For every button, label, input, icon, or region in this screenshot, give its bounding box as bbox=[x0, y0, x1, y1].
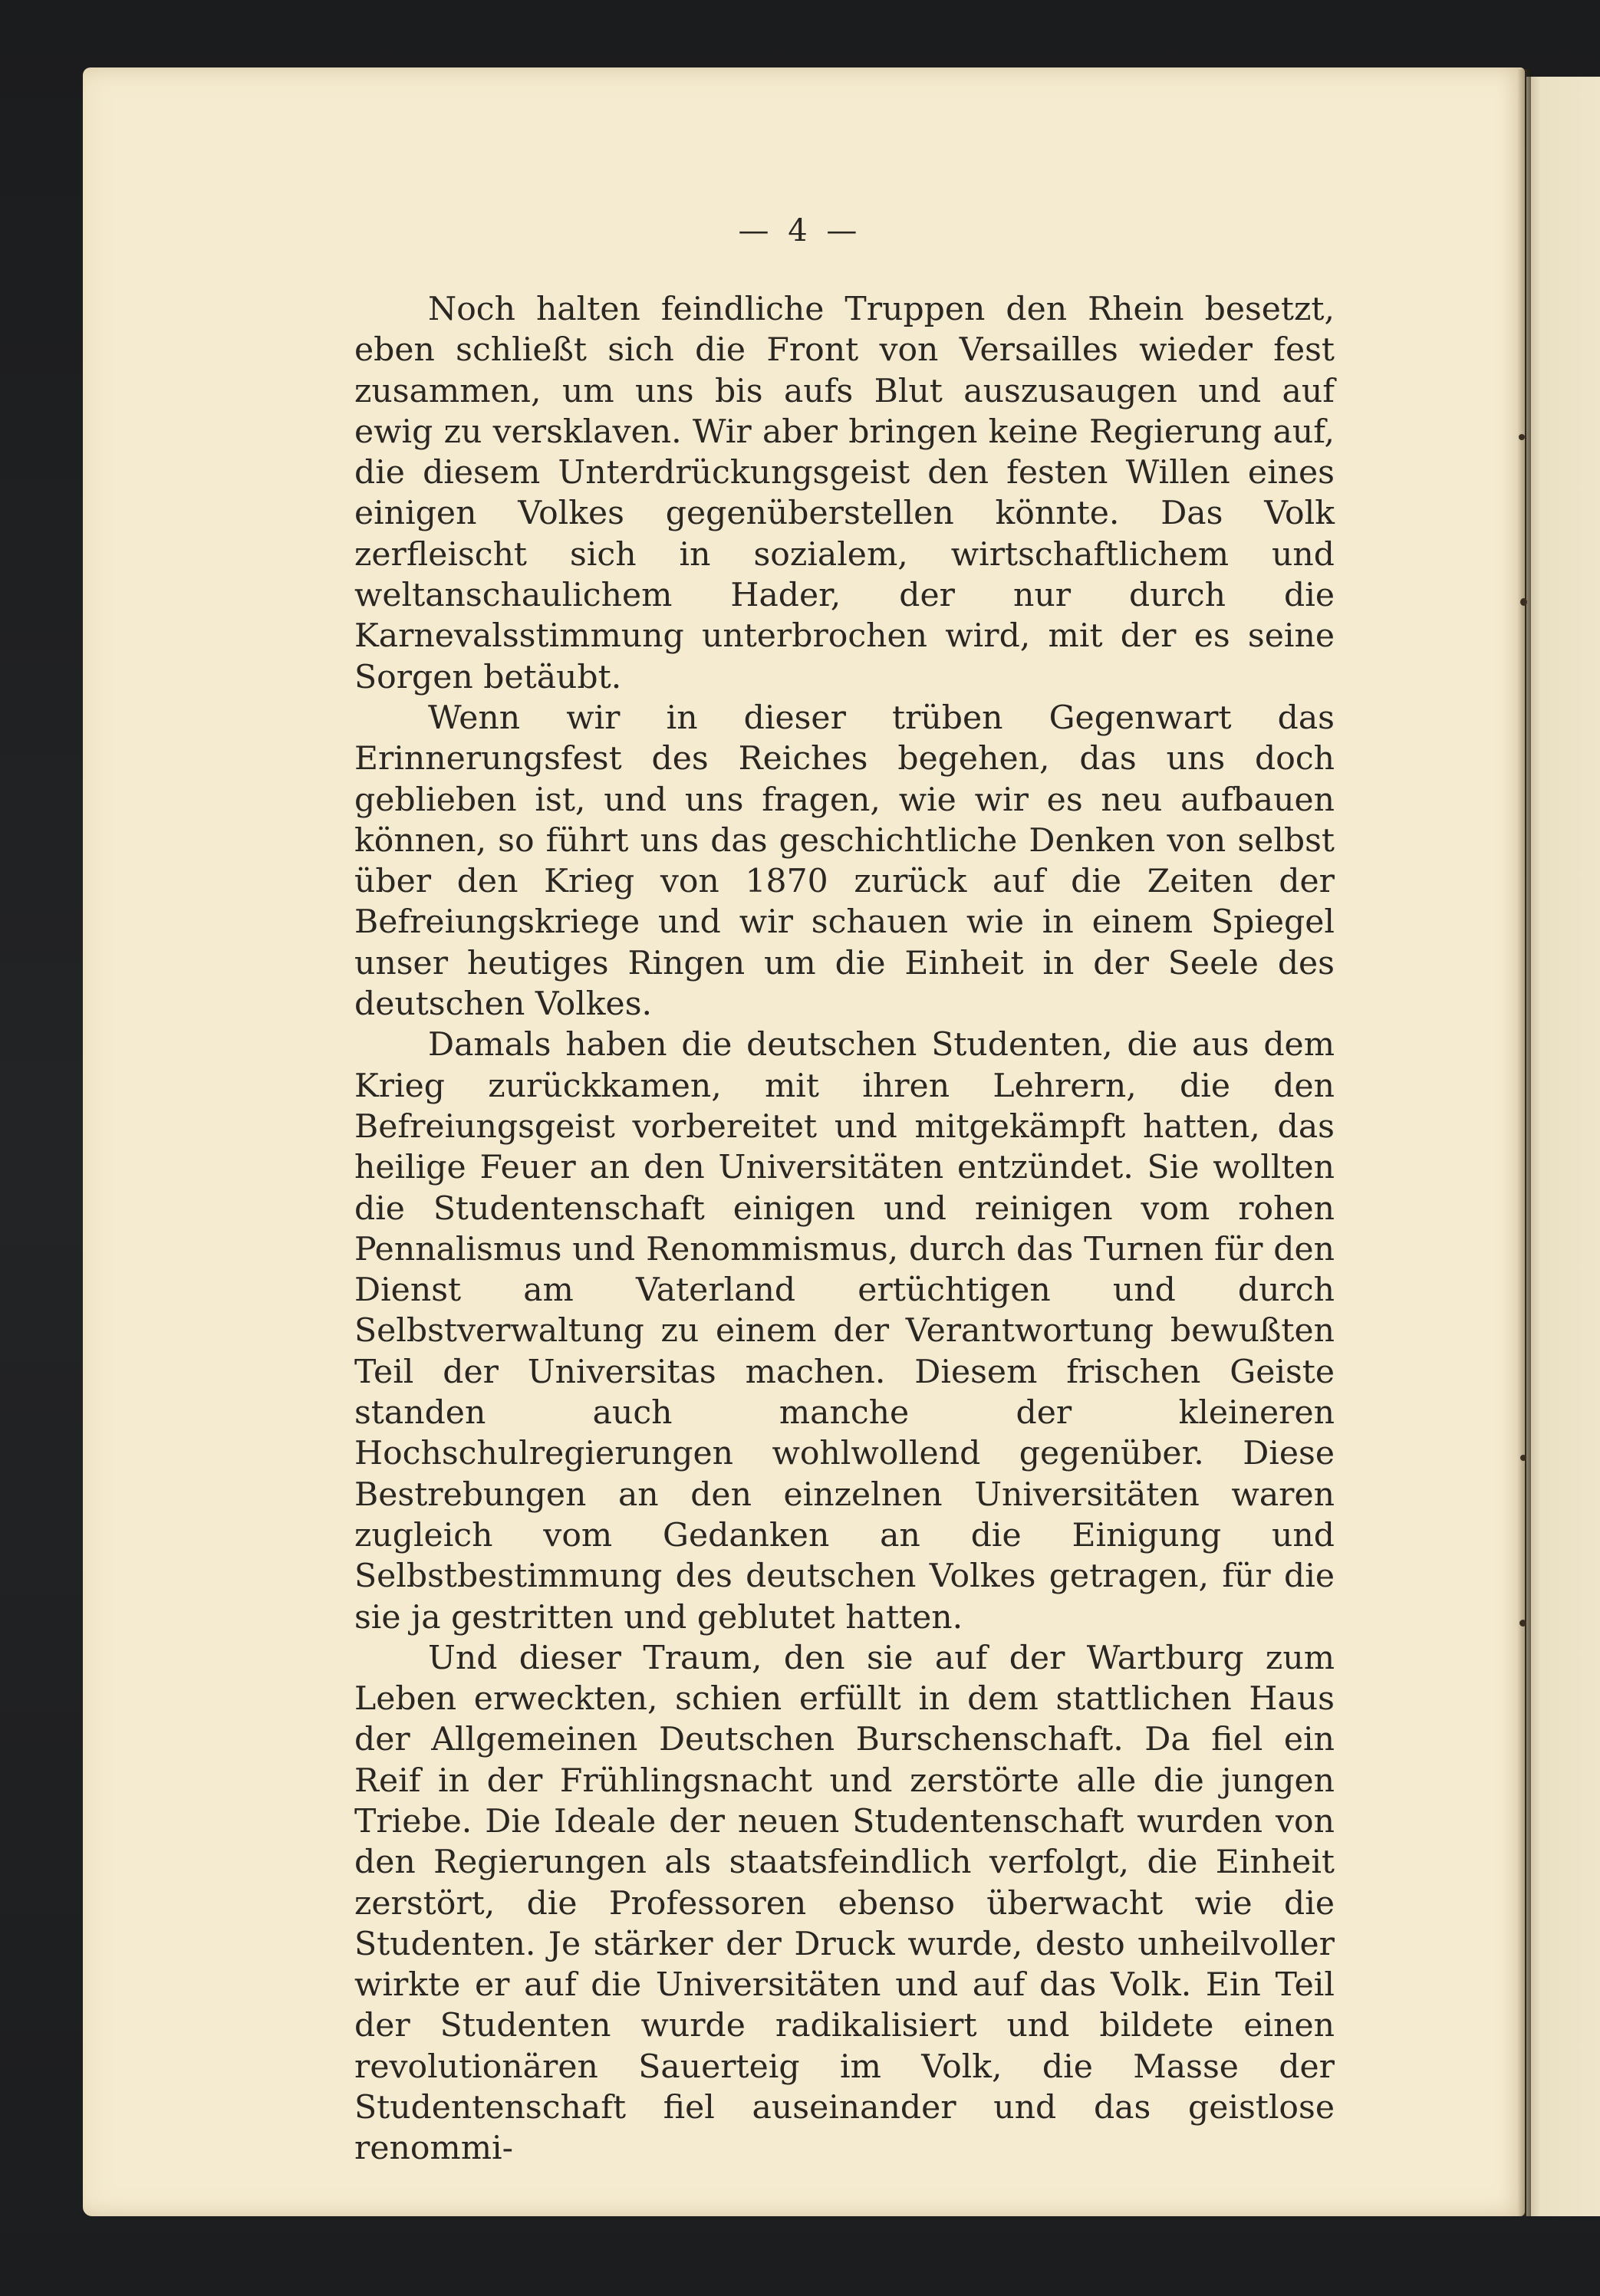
paragraph: Damals haben die deutschen Studenten, die aus dem Krieg zurückkamen, mit ihren Lehrern, die den Befreiungsgeist vorbereitet und mitgekämpft hatten, das heilige Feuer an den Universitäten entzündet. Sie wollten die Studentenschaft einigen und reinigen vom rohen Pennalismus und Renommismus, durch das Turnen für den Dienst am Vaterland ertüchtigen und durch Selbstverwaltung zu einem der Verantwortung bewußten Teil der Universitas machen. Diesem frischen Geiste standen auch manche der kleineren Hochschulregierungen wohlwollend gegenüber. Diese Bestrebungen an den einzelnen Universitäten waren zugleich vom Gedanken an die Einigung und Selbstbestimmung des deutschen Volkes getragen, für die sie ja gestritten und geblutet hatten. bbox=[354, 1026, 1335, 1636]
ink-spot bbox=[1520, 598, 1527, 606]
ink-spot bbox=[1520, 1455, 1526, 1461]
page-number: — 4 — bbox=[738, 213, 862, 248]
paragraph: Und dieser Traum, den sie auf der Wartburg zum Leben erweckten, schien erfüllt in dem stattlichen Haus der Allgemeinen Deutschen Burschenschaft. Da fiel ein Reif in der Frühlingsnacht und zerstörte alle die jungen Triebe. Die Ideale der neuen Studentenschaft wurden von den Regierungen als staatsfeindlich verfolgt, die Einheit zerstört, die Professoren ebenso überwacht wie die Studenten. Je stärker der Druck wurde, desto unheilvoller wirkte er auf die Universitäten und auf das Volk. Ein Teil der Studenten wurde radikalisiert und bildete einen revolutionären Sauerteig im Volk, die Masse der Studentenschaft fiel auseinander und das geistlose renommi- bbox=[354, 1639, 1335, 2168]
paragraph: Wenn wir in dieser trüben Gegenwart das Erinnerungsfest des Reiches begehen, das uns doch geblieben ist, und uns fragen, wie wir es neu aufbauen können, so führt uns das geschichtliche Denken von selbst über den Krieg von 1870 zurück auf die Zeiten der Befreiungskriege und wir schauen wie in einem Spiegel unser heutiges Ringen um die Einheit in der Seele des deutschen Volkes. bbox=[354, 699, 1335, 1024]
ink-spot bbox=[1519, 434, 1525, 440]
paragraph: Noch halten feindliche Truppen den Rhein besetzt, eben schließt sich die Front von Versailles wieder fest zusammen, um uns bis aufs Blut auszusaugen und auf ewig zu versklaven. Wir aber bringen keine Regierung auf, die diesem Unterdrückungsgeist den festen Willen eines einigen Volkes gegenüberstellen könnte. Das Volk zerfleischt sich in sozialem, wirtschaftlichem und weltanschaulichem Hader, der nur durch die Karnevalsstimmung unterbrochen wird, mit der es seine Sorgen betäubt. bbox=[354, 291, 1335, 696]
adjacent-page-edge bbox=[1526, 77, 1600, 2216]
body-text bbox=[354, 289, 1335, 2169]
page-gutter-shadow bbox=[1517, 69, 1531, 2216]
ink-spot bbox=[1519, 1620, 1526, 1627]
